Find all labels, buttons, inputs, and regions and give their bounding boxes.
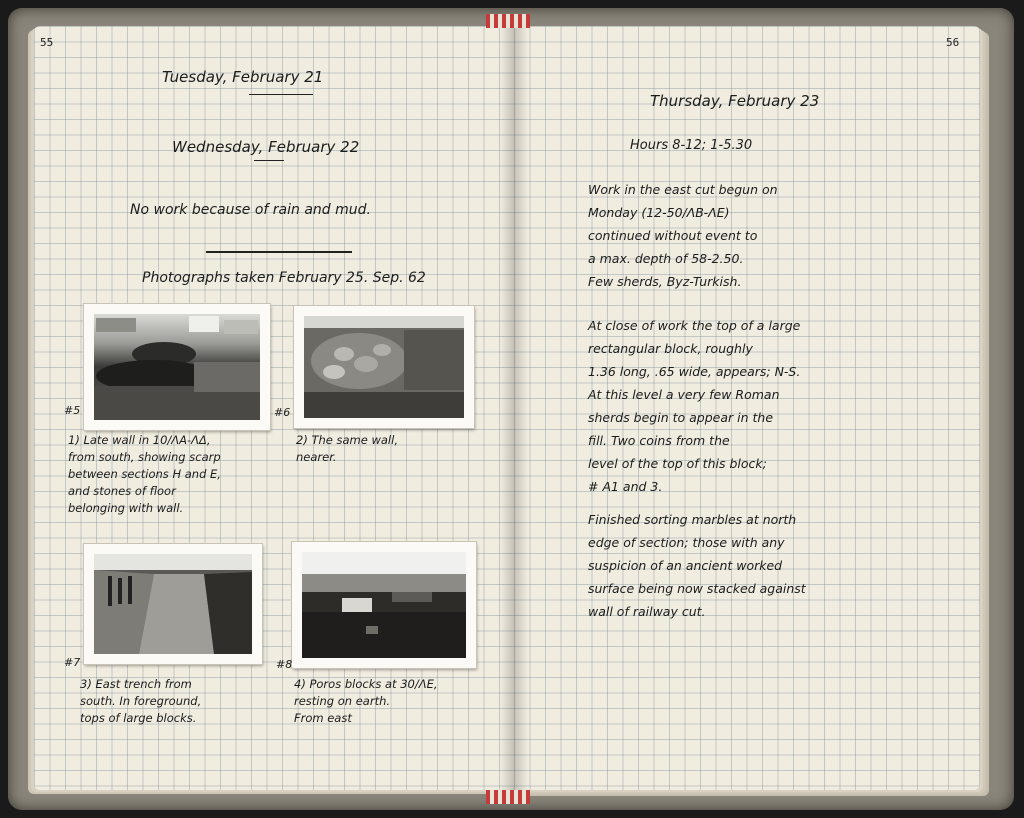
date-underline: [249, 94, 313, 95]
photo-image: [304, 316, 464, 418]
photo-caption: 1) Late wall in 10/ΛA-ΛΔ, from south, showing scarp between sections H and E, and stones of floor belonging with wall.: [68, 433, 221, 515]
photo-caption: 3) East trench from south. In foreground, tops of large blocks.: [80, 677, 202, 725]
section-divider: [206, 251, 352, 253]
photo-number: #8: [276, 658, 293, 671]
right-page: [514, 26, 980, 790]
photo-number: #6: [274, 406, 291, 419]
entry-date: Tuesday, February 21: [162, 68, 324, 86]
photo-caption: 4) Poros blocks at 30/ΛE, resting on earth. From east: [294, 677, 438, 725]
photograph: [292, 542, 476, 668]
photo-image: [302, 552, 466, 658]
page-number: 55: [40, 36, 54, 49]
photo-image: [94, 314, 260, 420]
book-spine: [500, 26, 528, 790]
journal-paragraph: Finished sorting marbles at north edge of section; those with any suspicion of an ancient worked surface being now stacked against wall of railway cut.: [588, 512, 806, 619]
headband: [486, 14, 530, 28]
work-hours: Hours 8-12; 1-5.30: [630, 138, 753, 153]
date-underline: [254, 160, 284, 161]
entry-date: Wednesday, February 22: [172, 138, 360, 156]
photo-number: #5: [64, 404, 81, 417]
photo-image: [94, 554, 252, 654]
photograph: [84, 304, 270, 430]
page-number: 56: [946, 36, 960, 49]
journal-paragraph: Work in the east cut begun on Monday (12-50/ΛB-ΛE) continued without event to a max. depth of 58-2.50. Few sherds, Byz-Turkish.: [588, 182, 778, 289]
photos-heading: Photographs taken February 25. Sep. 62: [142, 270, 426, 286]
photo-caption: 2) The same wall, nearer.: [296, 433, 398, 464]
photo-number: #7: [64, 656, 81, 669]
tailband: [486, 790, 530, 804]
journal-paragraph: At close of work the top of a large rectangular block, roughly 1.36 long, .65 wide, appears; N-S. At this level a very few Roman sherds begin to appear in the fill. Two coins from the level of the top of this block; # A1 and 3.: [588, 318, 801, 494]
no-work-note: No work because of rain and mud.: [130, 202, 371, 218]
left-page: [34, 26, 514, 790]
photograph: [294, 306, 474, 428]
photograph: [84, 544, 262, 664]
entry-date: Thursday, February 23: [650, 92, 820, 110]
